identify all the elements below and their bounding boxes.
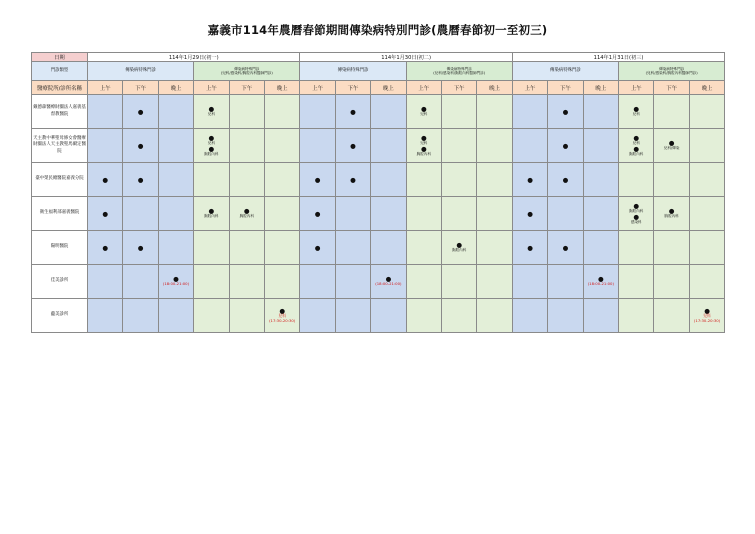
schedule-cell [264, 129, 299, 163]
session-header: 上午 [406, 81, 441, 95]
schedule-cell [123, 265, 158, 299]
schedule-cell [512, 129, 547, 163]
open-dot: ● [208, 207, 215, 216]
schedule-cell [619, 163, 654, 197]
schedule-cell [406, 265, 441, 299]
schedule-cell [264, 231, 299, 265]
schedule-cell [619, 197, 654, 231]
open-dot: ● [137, 141, 144, 150]
clinic-name: 臺中榮民總醫院嘉義分院 [32, 163, 88, 197]
schedule-cell [654, 299, 689, 333]
type-special [406, 62, 512, 81]
schedule-cell [88, 163, 123, 197]
open-dot: ● [562, 243, 569, 252]
type-special-line2: (兒科/感染科/胸腔內科醫師門診) [645, 71, 698, 75]
schedule-cell [654, 197, 689, 231]
dept-note: 兒科 [420, 112, 428, 117]
open-dot: ● [314, 209, 321, 218]
table-row [32, 231, 725, 265]
open-dot: ● [527, 175, 533, 184]
session-header: 晚上 [264, 81, 299, 95]
schedule-cell [512, 197, 547, 231]
schedule-cell [335, 163, 370, 197]
page-title: 嘉義市114年農曆春節期間傳染病特別門診(農曆春節初一至初三) [207, 23, 548, 37]
open-dot: ● [668, 139, 675, 148]
schedule-cell [406, 95, 441, 129]
day-header: 114年1月30日(初二) [300, 53, 512, 62]
schedule-cell [123, 231, 158, 265]
schedule-cell [583, 129, 618, 163]
session-header: 晚上 [689, 81, 724, 95]
schedule-cell [583, 163, 618, 197]
schedule-cell [371, 299, 406, 333]
schedule-cell [619, 299, 654, 333]
table-row [32, 197, 725, 231]
type-label: 門診類型 [32, 62, 88, 81]
open-dot: ● [633, 202, 640, 210]
session-header: 上午 [512, 81, 547, 95]
schedule-cell [88, 299, 123, 333]
schedule-cell [229, 299, 264, 333]
open-dot: ● [137, 243, 144, 252]
clinic-name: 陽明醫院 [32, 231, 88, 265]
dept-note: 胸腔內科 [416, 151, 431, 156]
schedule-cell [406, 163, 441, 197]
clinic-name: 戴德森醫療財團法人嘉義基督教醫院 [32, 95, 88, 129]
clinic-type-row [32, 62, 725, 81]
dept-note: 胸腔內科 [204, 214, 219, 219]
schedule-cell [548, 231, 583, 265]
schedule-cell [194, 129, 229, 163]
dept-note: 兒科 [632, 112, 640, 117]
schedule-cell [335, 231, 370, 265]
session-header: 晚上 [583, 81, 618, 95]
schedule-cell [335, 265, 370, 299]
schedule-cell [654, 163, 689, 197]
schedule-cell [689, 95, 724, 129]
schedule-cell [264, 265, 299, 299]
open-dot: ● [137, 175, 144, 184]
schedule-cell [229, 95, 264, 129]
schedule-cell [371, 163, 406, 197]
session-header: 晚上 [477, 81, 512, 95]
open-dot: ● [314, 175, 321, 184]
schedule-cell [512, 299, 547, 333]
open-dot: ● [420, 105, 427, 114]
schedule-cell [619, 95, 654, 129]
open-dot: ● [562, 107, 569, 116]
schedule-cell [477, 129, 512, 163]
schedule-cell [583, 231, 618, 265]
schedule-cell [441, 163, 476, 197]
schedule-cell [300, 163, 335, 197]
table-row [32, 129, 725, 163]
open-dot: ● [633, 212, 640, 221]
open-dot: ● [704, 307, 710, 315]
clinic-name: 衛生福利部嘉義醫院 [32, 197, 88, 231]
session-header: 下午 [229, 81, 264, 95]
type-special-line1: 傳染病特殊門診 [234, 66, 260, 71]
session-header: 下午 [123, 81, 158, 95]
schedule-cell [548, 265, 583, 299]
session-header: 晚上 [158, 81, 193, 95]
type-special-line2: (兒科/感染科/胸腔內科醫師門診) [433, 71, 486, 75]
schedule-cell [441, 231, 476, 265]
schedule-cell [264, 197, 299, 231]
table-row [32, 265, 725, 299]
schedule-cell [300, 231, 335, 265]
session-header: 上午 [88, 81, 123, 95]
open-dot: ● [173, 275, 179, 284]
schedule-cell [654, 265, 689, 299]
open-dot: ● [350, 141, 356, 150]
schedule-cell [512, 163, 547, 197]
open-dot: ● [527, 243, 533, 252]
schedule-cell [689, 197, 724, 231]
schedule-cell [406, 231, 441, 265]
schedule-cell [583, 265, 618, 299]
schedule-cell [512, 231, 547, 265]
schedule-cell [654, 129, 689, 163]
open-dot: ● [527, 209, 533, 218]
schedule-cell [158, 265, 193, 299]
schedule-cell [477, 265, 512, 299]
dept-note: 兒科 [632, 141, 640, 145]
table-row [32, 163, 725, 197]
session-header: 晚上 [371, 81, 406, 95]
schedule-cell [335, 129, 370, 163]
open-dot: ● [102, 209, 109, 218]
type-infectious: 傳染病特殊門診 [88, 62, 194, 81]
type-special-line1: 傳染病特殊門診 [659, 66, 685, 71]
clinic-name: 蘊美診所 [32, 299, 88, 333]
schedule-cell [123, 129, 158, 163]
schedule-cell [300, 197, 335, 231]
schedule-cell [158, 95, 193, 129]
open-dot: ● [350, 107, 356, 116]
open-dot: ● [420, 144, 427, 153]
schedule-cell [300, 265, 335, 299]
schedule-cell [406, 299, 441, 333]
session-header: 下午 [548, 81, 583, 95]
schedule-cell [158, 299, 193, 333]
schedule-cell [689, 129, 724, 163]
schedule-cell [88, 265, 123, 299]
schedule-cell [406, 197, 441, 231]
table-row [32, 95, 725, 129]
open-dot: ● [385, 275, 392, 284]
session-header: 下午 [441, 81, 476, 95]
schedule-cell [229, 197, 264, 231]
evening-dept-note: 兒科 [278, 313, 286, 318]
session-header: 下午 [335, 81, 370, 95]
open-dot: ● [633, 105, 640, 114]
schedule-cell [689, 299, 724, 333]
schedule-cell [371, 197, 406, 231]
evening-hours-note: (17:30-20:30) [693, 317, 721, 323]
session-header: 下午 [654, 81, 689, 95]
schedule-cell [300, 95, 335, 129]
schedule-cell [619, 265, 654, 299]
open-dot: ● [668, 207, 675, 216]
open-dot: ● [208, 105, 215, 114]
schedule-cell [264, 163, 299, 197]
schedule-cell [654, 95, 689, 129]
schedule-cell [300, 129, 335, 163]
open-dot: ● [137, 107, 144, 116]
open-dot: ● [420, 134, 427, 142]
type-infectious: 傳染病特殊門診 [512, 62, 618, 81]
schedule-cell [123, 299, 158, 333]
schedule-cell [88, 231, 123, 265]
schedule-cell [194, 163, 229, 197]
session-header: 上午 [194, 81, 229, 95]
schedule-cell [194, 231, 229, 265]
open-dot: ● [279, 307, 286, 315]
date-label: 日期 [32, 53, 88, 62]
schedule-cell [477, 231, 512, 265]
schedule-cell [264, 299, 299, 333]
day-header: 114年1月31日(初三) [512, 53, 724, 62]
open-dot: ● [243, 207, 250, 216]
schedule-cell [88, 197, 123, 231]
type-special-line2: (兒科/感染科/胸腔內科醫師門診) [220, 71, 273, 75]
schedule-cell [619, 231, 654, 265]
schedule-cell [406, 129, 441, 163]
date-row [32, 53, 725, 62]
schedule-cell [548, 129, 583, 163]
open-dot: ● [208, 134, 215, 142]
schedule-cell [264, 95, 299, 129]
open-dot: ● [102, 175, 109, 184]
dept-note: 胸腔內科 [204, 151, 219, 156]
schedule-cell [441, 95, 476, 129]
open-dot: ● [633, 144, 640, 153]
schedule-cell [548, 197, 583, 231]
schedule-cell [88, 95, 123, 129]
schedule-cell [229, 163, 264, 197]
schedule-cell [194, 299, 229, 333]
dept-note: 兒科 [207, 141, 215, 145]
open-dot: ● [456, 241, 463, 250]
schedule-cell [194, 95, 229, 129]
dept-note: 兒科 [420, 141, 428, 145]
type-special [619, 62, 725, 81]
evening-dept-note: 兒科 [703, 313, 711, 318]
schedule-cell [583, 197, 618, 231]
schedule-cell [300, 299, 335, 333]
schedule-cell [689, 231, 724, 265]
schedule-cell [335, 299, 370, 333]
schedule-cell [512, 95, 547, 129]
schedule-cell [158, 129, 193, 163]
schedule-cell [371, 129, 406, 163]
schedule-cell [512, 265, 547, 299]
schedule-cell [335, 95, 370, 129]
schedule-cell [583, 299, 618, 333]
schedule-cell [371, 95, 406, 129]
schedule-cell [548, 299, 583, 333]
clinic-name: 佳美診所 [32, 265, 88, 299]
schedule-cell [441, 265, 476, 299]
schedule-cell [229, 265, 264, 299]
schedule-cell [371, 265, 406, 299]
clinic-name: 天主教中華聖母修女會醫療財團法人天主教聖馬爾定醫院 [32, 129, 88, 163]
open-dot: ● [633, 134, 640, 142]
dept-note: 兒科/傳染 [663, 146, 680, 151]
session-header: 上午 [619, 81, 654, 95]
clinic-label: 醫療院所/診所名稱 [32, 81, 88, 95]
open-dot: ● [562, 141, 569, 150]
schedule-cell [619, 129, 654, 163]
schedule-cell [335, 197, 370, 231]
schedule-table [31, 52, 725, 333]
schedule-cell [441, 299, 476, 333]
evening-hours-note: (17:30-20:30) [269, 317, 296, 323]
schedule-cell [654, 231, 689, 265]
type-special-line1: 傳染病特殊門診 [446, 66, 472, 71]
dept-note: 胸腔內科 [629, 151, 644, 156]
evening-hours-note: (18:00-21:00) [587, 281, 614, 287]
schedule-cell [158, 197, 193, 231]
dept-note: 感染科 [630, 219, 642, 224]
schedule-cell [158, 163, 193, 197]
type-special [194, 62, 300, 81]
session-header: 上午 [300, 81, 335, 95]
schedule-cell [123, 163, 158, 197]
schedule-cell [583, 95, 618, 129]
schedule-cell [158, 231, 193, 265]
schedule-cell [477, 197, 512, 231]
session-row [32, 81, 725, 95]
dept-note: 胸腔內科 [664, 214, 679, 219]
schedule-cell [477, 299, 512, 333]
schedule-cell [441, 197, 476, 231]
day-header: 114年1月29日(初一) [88, 53, 300, 62]
open-dot: ● [314, 243, 321, 252]
dept-note: 胸腔內科 [239, 214, 254, 219]
open-dot: ● [208, 144, 215, 153]
dept-note: 胸腔內科 [451, 248, 467, 253]
dept-note: 兒科 [207, 112, 215, 117]
schedule-cell [194, 197, 229, 231]
schedule-cell [548, 163, 583, 197]
table-row [32, 299, 725, 333]
schedule-cell [194, 265, 229, 299]
evening-hours-note: (18:00-21:00) [162, 281, 190, 287]
open-dot: ● [102, 243, 109, 252]
schedule-cell [88, 129, 123, 163]
open-dot: ● [350, 175, 356, 184]
schedule-cell [229, 129, 264, 163]
schedule-cell [123, 197, 158, 231]
schedule-cell [477, 163, 512, 197]
schedule-cell [123, 95, 158, 129]
schedule-cell [548, 95, 583, 129]
schedule-cell [441, 129, 476, 163]
schedule-cell [689, 163, 724, 197]
open-dot: ● [562, 175, 569, 184]
schedule-cell [371, 231, 406, 265]
evening-hours-note: (18:00-21:00) [375, 281, 402, 287]
open-dot: ● [597, 275, 604, 284]
schedule-cell [229, 231, 264, 265]
schedule-cell [689, 265, 724, 299]
schedule-cell [477, 95, 512, 129]
type-infectious: 傳染病特殊門診 [300, 62, 406, 81]
dept-note: 胸腔內科 [629, 209, 644, 213]
